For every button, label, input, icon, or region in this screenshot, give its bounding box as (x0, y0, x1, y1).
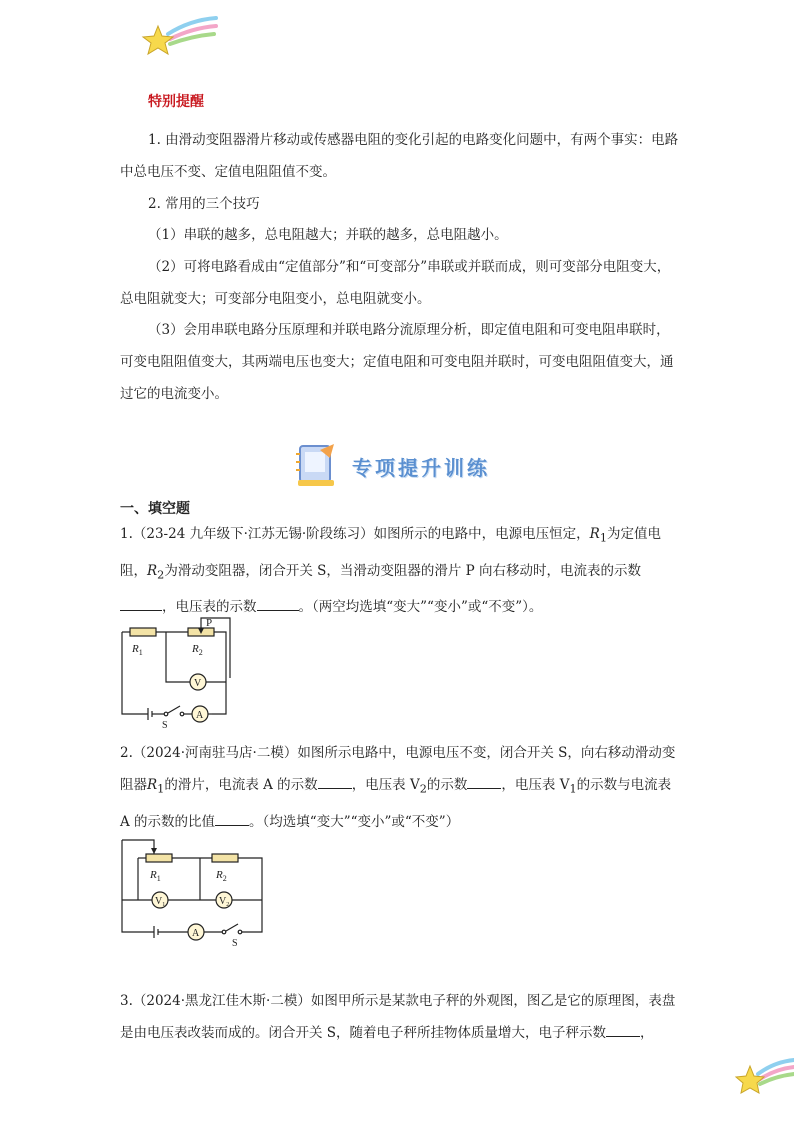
q2-text-7: 。（均选填“变大”“变小”或“不变”） (249, 813, 460, 830)
notebook-icon (290, 440, 342, 492)
q2-text-1: 2.（2024·河南驻马店·二模）如图所示电路中，电源电压不变，闭合开关 S，向右移动滑动变阻器 (120, 745, 676, 793)
section-title: 一、填空题 (120, 501, 190, 517)
tip-paragraph-5: （3）会用串联电路分压原理和并联电路分流原理分析，即定值电阻和可变电阻串联时，可变电阻阻值变大，其两端电压也变大；定值电阻和可变电阻并联时，可变电阻阻值变大，通过它的电流变小。 (120, 322, 674, 402)
q2-text-6: 的示数与电流表 A 的示数的比值 (120, 777, 672, 830)
voltmeter-1-label: $V_1$ (155, 896, 166, 908)
q2-v2-sub: 2 (419, 782, 427, 796)
switch-label: S (232, 938, 238, 949)
tip-paragraph-1: 1. 由滑动变阻器滑片移动或传感器电阻的变化引起的电路变化问题中，有两个事实：电路中总电压不变、定值电阻阻值不变。 (120, 132, 679, 180)
tip-heading: 特别提醒 (148, 94, 204, 110)
answer-blank[interactable] (467, 776, 501, 789)
q1-r2: R (147, 562, 158, 579)
label-r1: $R_1$ (132, 643, 143, 657)
question-3: 3.（2024·黑龙江佳木斯·二模）如图甲所示是某款电子秤的外观图，图乙是它的原理图，表盘是由电压表改装而成的。闭合开关 S，随着电子秤所挂物体质量增大，电子秤示数 ， (120, 993, 676, 1041)
q1-r1: R (589, 526, 600, 542)
circuit-diagram-2 (118, 834, 270, 950)
tip-paragraph-2: 2. 常用的三个技巧 (148, 196, 260, 212)
tip-paragraph-4: （2）可将电路看成由“定值部分”和“可变部分”串联或并联而成，则可变部分电阻变大，总电阻就变大；可变部分电阻变小，总电阻就变小。 (120, 259, 671, 307)
tip-paragraph-3: （1）串联的越多，总电阻越大；并联的越多，总电阻越小。 (148, 227, 508, 243)
shooting-star-icon (734, 1054, 794, 1098)
answer-blank[interactable] (257, 598, 299, 611)
banner-title: 专项提升训练 (352, 456, 490, 480)
voltmeter-label: V (194, 678, 202, 689)
q2-text-5: ，电压表 V (501, 777, 570, 793)
section-banner (290, 440, 510, 492)
q1-text-1: 1.（23-24 九年级下·江苏无锡·阶段练习）如图所示的电路中，电源电压恒定， (120, 526, 590, 542)
q1-r2-sub: 2 (157, 568, 165, 582)
switch-label: S (162, 720, 168, 731)
question-2 (120, 737, 680, 838)
label-r2: $R_2$ (192, 643, 203, 657)
label-r1: $R_1$ (150, 869, 161, 883)
q3-text: 3.（2024·黑龙江佳木斯·二模）如图甲所示是某款电子秤的外观图，图乙是它的原理图，表盘是由电压表改装而成的。闭合开关 S，随着电子秤所挂物体质量增大，电子秤示数 (120, 993, 676, 1041)
q1-text-4: ，电压表的示数 (162, 599, 257, 616)
q1-text-5: 。（两空均选填“变大”“变小”或“不变”）。 (298, 599, 543, 616)
q2-text-3: ，电压表 V (351, 777, 420, 793)
answer-blank[interactable] (606, 1024, 640, 1037)
shooting-star-icon (140, 12, 220, 62)
voltmeter-2-label: $V_2$ (219, 896, 230, 908)
label-p: P (206, 617, 213, 629)
q2-r1: R (147, 777, 158, 793)
q2-r1-sub: 1 (157, 782, 165, 796)
answer-blank[interactable] (215, 813, 249, 826)
q2-text-2: 的滑片，电流表 A 的示数 (164, 777, 318, 793)
ammeter-label: A (196, 710, 204, 721)
label-r2: $R_2$ (216, 869, 227, 883)
q2-text-4: 的示数 (426, 777, 468, 793)
answer-blank[interactable] (318, 776, 352, 789)
answer-blank[interactable] (120, 598, 162, 611)
q1-r1-sub: 1 (599, 531, 608, 545)
q2-v1-sub: 1 (569, 782, 577, 796)
q1-text-3: 为滑动变阻器，闭合开关 S，当滑动变阻器的滑片 P 向右移动时，电流表的示数 (164, 562, 642, 579)
circuit-diagram-1 (118, 614, 238, 731)
q1-text-2: 为定值电阻， (120, 526, 662, 579)
question-1 (120, 518, 680, 623)
ammeter-label: A (192, 928, 200, 939)
